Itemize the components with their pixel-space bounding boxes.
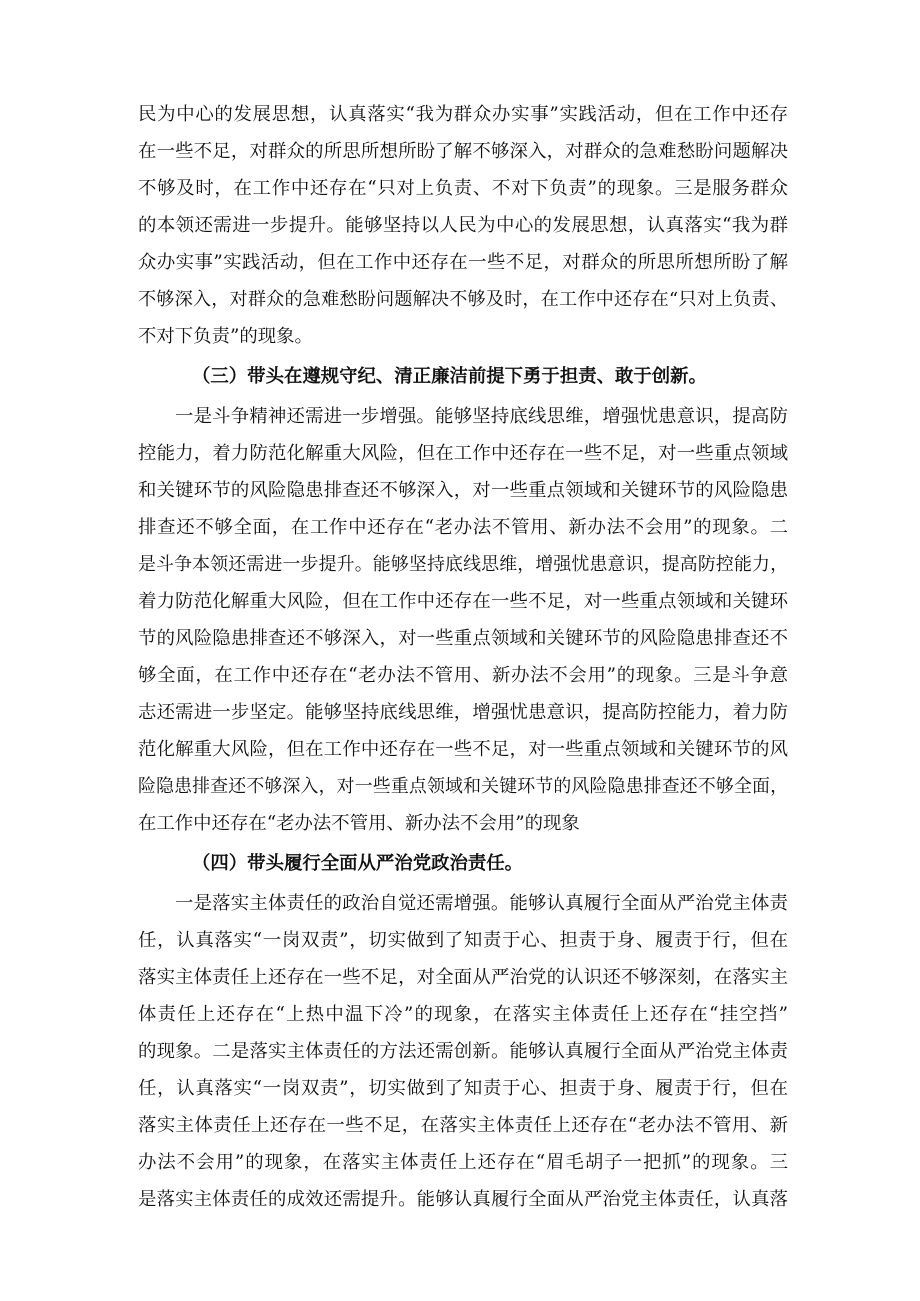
text-line: 在一些不足，对群众的所思所想所盼了解不够深入，对群众的急难愁盼问题解决 — [138, 141, 788, 162]
text-line: 的现象。二是落实主体责任的方法还需创新。能够认真履行全面从严治党主体责 — [138, 1041, 788, 1062]
text-line: 众办实事”实践活动，但在工作中还存在一些不足，对群众的所思所想所盼了解 — [138, 252, 788, 273]
text-line: 着力防范化解重大风险，但在工作中还存在一些不足，对一些重点领域和关键环 — [138, 591, 788, 612]
paragraph-service-masses — [138, 96, 788, 355]
text-line: 的本领还需进一步提升。能够坚持以人民为中心的发展思想，认真落实“我为群 — [138, 215, 788, 236]
text-line: 办法不会用”的现象，在落实主体责任上还存在“眉毛胡子一把抓”的现象。三 — [138, 1152, 788, 1173]
paragraph-main-responsibility — [138, 885, 788, 1218]
text-line: 志还需进一步坚定。能够坚持底线思维，增强忧患意识，提高防控能力，着力防 — [138, 702, 788, 723]
text-line: 在工作中还存在“老办法不管用、新办法不会用”的现象 — [138, 813, 580, 834]
text-line: 不对下负责”的现象。 — [138, 326, 313, 347]
text-line: 任，认真落实“一岗双责”，切实做到了知责于心、担责于身、履责于行，但在 — [138, 1078, 788, 1099]
section-heading-4: （四）带头履行全面从严治党政治责任。 — [192, 853, 524, 874]
text-line: 节的风险隐患排查还不够深入，对一些重点领域和关键环节的风险隐患排查还不 — [138, 628, 788, 649]
document-page — [138, 96, 788, 1218]
text-line: 不够及时，在工作中还存在“只对上负责、不对下负责”的现象。三是服务群众 — [138, 178, 788, 199]
text-line: 是斗争本领还需进一步提升。能够坚持底线思维，增强忧患意识，提高防控能力， — [138, 554, 788, 575]
text-line: 任，认真落实“一岗双责”，切实做到了知责于心、担责于身、履责于行，但在 — [138, 930, 788, 951]
text-line: 落实主体责任上还存在一些不足，对全面从严治党的认识还不够深刻，在落实主 — [138, 967, 788, 988]
text-line: 落实主体责任上还存在一些不足，在落实主体责任上还存在“老办法不管用、新 — [138, 1115, 788, 1136]
section-heading-3: （三）带头在遵规守纪、清正廉洁前提下勇于担责、敢于创新。 — [192, 366, 707, 387]
text-line: 范化解重大风险，但在工作中还存在一些不足，对一些重点领域和关键环节的风 — [138, 739, 788, 760]
text-line: 民为中心的发展思想，认真落实“我为群众办实事”实践活动，但在工作中还存 — [138, 104, 788, 125]
text-line: 排查还不够全面，在工作中还存在“老办法不管用、新办法不会用”的现象。二 — [138, 517, 788, 538]
text-line: 和关键环节的风险隐患排查还不够深入，对一些重点领域和关键环节的风险隐患 — [138, 480, 788, 501]
text-line: 险隐患排查还不够深入，对一些重点领域和关键环节的风险隐患排查还不够全面， — [138, 776, 788, 797]
text-line: 是落实主体责任的成效还需提升。能够认真履行全面从严治党主体责任，认真落 — [138, 1189, 788, 1210]
text-line: 控能力，着力防范化解重大风险，但在工作中还存在一些不足，对一些重点领域 — [138, 443, 788, 464]
text-line: 体责任上还存在“上热中温下冷”的现象，在落实主体责任上还存在“挂空挡” — [138, 1004, 788, 1025]
text-line: 一是落实主体责任的政治自觉还需增强。能够认真履行全面从严治党主体责 — [175, 893, 788, 914]
text-line: 一是斗争精神还需进一步增强。能够坚持底线思维，增强忧患意识，提高防 — [175, 406, 788, 427]
text-line: 不够深入，对群众的急难愁盼问题解决不够及时，在工作中还存在“只对上负责、 — [138, 289, 788, 310]
paragraph-struggle-spirit — [138, 398, 788, 842]
text-line: 够全面，在工作中还存在“老办法不管用、新办法不会用”的现象。三是斗争意 — [138, 665, 788, 686]
